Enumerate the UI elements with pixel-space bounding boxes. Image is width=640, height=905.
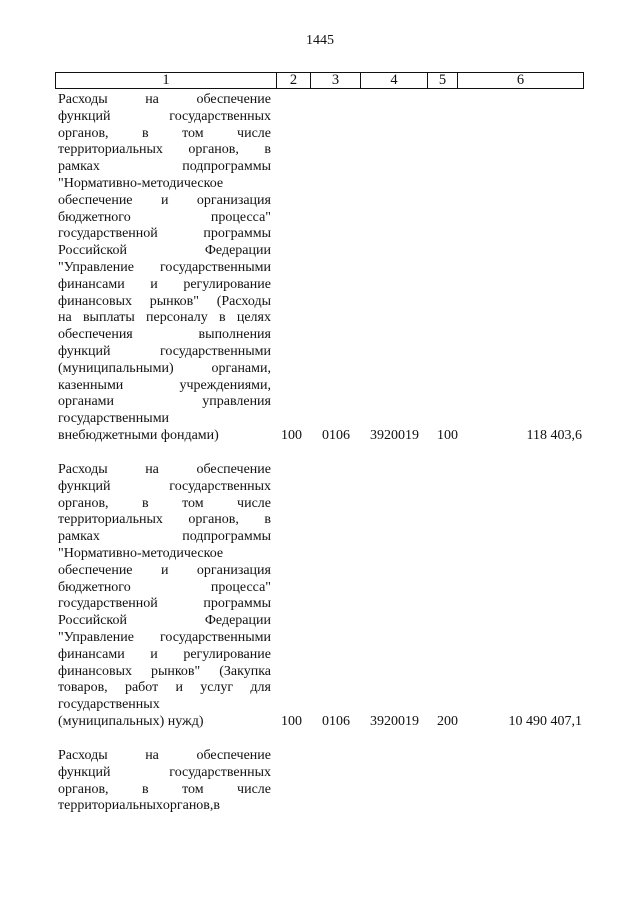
row-cell-col5: 100	[437, 428, 458, 443]
description-word: Российской	[58, 243, 127, 259]
description-word: финансами	[58, 276, 125, 292]
description-word: в	[264, 512, 271, 528]
description-word: внебюджетными фондами)	[58, 427, 219, 443]
description-word: органов,	[58, 781, 109, 797]
description-word: государственных	[169, 108, 271, 124]
description-word: функций	[58, 478, 111, 494]
description-word: финансами	[58, 646, 125, 662]
description-word: "Управление	[58, 259, 134, 275]
description-line	[58, 92, 271, 109]
description-word: в	[142, 495, 149, 511]
description-line	[58, 226, 271, 243]
row-cell-col3: 0106	[322, 714, 350, 729]
row-cell-col6: 118 403,6	[526, 428, 582, 443]
description-word: том	[182, 125, 204, 141]
description-line	[58, 580, 271, 597]
description-word: финансовых	[58, 663, 132, 679]
description-line	[58, 428, 271, 445]
description-word: выполнения	[198, 327, 271, 343]
description-word: процесса"	[210, 579, 271, 595]
description-word: органов,	[188, 512, 239, 528]
description-line	[58, 159, 271, 176]
description-word: на	[145, 748, 159, 763]
row-cell-col3: 0106	[322, 428, 350, 443]
description-word: и	[160, 192, 169, 208]
column-header-2: 2	[277, 73, 311, 88]
description-word: государственными	[159, 629, 271, 645]
row-cell-col4: 3920019	[370, 714, 419, 729]
description-word: числе	[237, 125, 271, 141]
description-line	[58, 277, 271, 294]
description-word: Федерации	[204, 613, 271, 629]
description-line	[58, 697, 271, 714]
description-line	[58, 126, 271, 143]
description-word: казенными	[58, 377, 124, 393]
column-header-6: 6	[516, 72, 525, 88]
description-word: государственных	[169, 478, 271, 494]
column-header-3: 3	[311, 73, 361, 88]
description-word: финансовых	[58, 293, 132, 309]
description-line	[58, 394, 271, 411]
description-word: территориальных	[58, 142, 163, 158]
description-word: функций	[58, 343, 111, 359]
row-cell-col2: 100	[281, 714, 302, 729]
description-word: управления	[202, 394, 271, 410]
description-word: программы	[203, 596, 271, 612]
description-line	[58, 462, 271, 479]
description-line	[58, 748, 271, 765]
description-word: в	[213, 798, 221, 814]
description-line	[58, 613, 271, 630]
description-line	[58, 664, 271, 681]
description-word: процесса"	[210, 209, 271, 225]
description-word: обеспечения	[58, 327, 133, 343]
description-word: функций	[58, 764, 111, 780]
description-line	[58, 680, 271, 697]
description-line	[58, 243, 271, 260]
description-word: Расходы	[58, 748, 108, 763]
description-word: товаров,	[58, 680, 108, 696]
row-description	[58, 92, 271, 445]
row-description	[58, 748, 271, 815]
description-line	[58, 310, 271, 327]
description-line	[58, 765, 271, 782]
row-cell-col5: 200	[437, 714, 458, 729]
description-line	[58, 563, 271, 580]
description-word: территориальных	[58, 798, 163, 814]
description-word: и	[150, 646, 158, 662]
description-word: территориальных	[58, 512, 163, 528]
description-line	[58, 596, 271, 613]
description-line	[58, 294, 271, 311]
description-word: рамках	[58, 159, 100, 175]
description-word: "Нормативно-методическое	[58, 175, 224, 191]
description-word: и	[150, 276, 158, 292]
description-word: рынков"	[150, 663, 201, 679]
description-word: государственных	[169, 764, 271, 780]
description-word: органами,	[211, 360, 271, 376]
description-word: органов,	[188, 142, 239, 158]
description-word: для	[250, 680, 271, 696]
description-word: обеспечение	[196, 462, 271, 477]
description-word: государственными	[58, 411, 170, 427]
description-line	[58, 782, 271, 799]
column-header-row	[55, 72, 584, 89]
description-word: в	[142, 125, 149, 141]
row-cell-col4: 3920019	[370, 428, 419, 443]
description-word: числе	[237, 781, 271, 797]
column-header-1: 1	[56, 73, 277, 88]
description-word: государственной	[58, 596, 158, 612]
description-word: государственными	[159, 343, 271, 359]
description-word: рамках	[58, 529, 100, 545]
description-line	[58, 210, 271, 227]
row-cell-col6: 10 490 407,1	[508, 714, 582, 729]
description-word: государственными	[159, 259, 271, 275]
description-word: Федерации	[204, 243, 271, 259]
description-line	[58, 327, 271, 344]
description-line	[58, 361, 271, 378]
description-word: подпрограммы	[182, 159, 271, 175]
description-word: регулирование	[183, 276, 271, 292]
description-word: (муниципальными)	[58, 360, 174, 376]
description-word: органов,	[162, 798, 214, 814]
description-word: Российской	[58, 613, 127, 629]
description-word: рынков"	[149, 293, 200, 309]
description-word: работ	[124, 680, 159, 696]
description-word: персоналу	[146, 310, 208, 326]
description-word: на	[145, 92, 159, 107]
description-word: бюджетного	[58, 209, 131, 225]
description-word: обеспечение	[196, 92, 271, 107]
description-line	[58, 142, 271, 159]
description-word: числе	[237, 495, 271, 511]
column-header-4: 4	[361, 73, 428, 88]
description-word: выплаты	[82, 310, 135, 326]
description-word: подпрограммы	[182, 529, 271, 545]
description-word: Расходы	[58, 92, 108, 107]
description-line	[58, 714, 271, 731]
description-word: (Расходы	[216, 293, 271, 309]
description-word: Расходы	[58, 462, 108, 477]
description-line	[58, 630, 271, 647]
description-word: государственных	[58, 697, 160, 713]
description-word: на	[145, 462, 159, 477]
description-word: "Управление	[58, 629, 134, 645]
description-line	[58, 798, 271, 815]
description-word: бюджетного	[58, 579, 131, 595]
description-word: обеспечение	[58, 192, 133, 208]
description-line	[58, 176, 271, 193]
description-word: органов,	[58, 495, 109, 511]
description-word: и	[160, 562, 169, 578]
description-line	[58, 378, 271, 395]
description-line	[58, 193, 271, 210]
page-number: 1445	[306, 33, 334, 48]
description-line	[58, 546, 271, 563]
description-word: (Закупка	[219, 663, 271, 679]
description-word: в	[142, 781, 149, 797]
description-line	[58, 529, 271, 546]
description-word: том	[182, 495, 204, 511]
description-line	[58, 109, 271, 126]
description-word: государственной	[58, 226, 158, 242]
description-line	[58, 411, 271, 428]
description-word: органами	[58, 394, 115, 410]
description-word: том	[182, 781, 204, 797]
description-word: в	[264, 142, 271, 158]
description-word: на	[58, 310, 72, 326]
description-word: целях	[236, 310, 271, 326]
description-word: регулирование	[183, 646, 271, 662]
description-word: (муниципальных) нужд)	[58, 713, 204, 729]
description-word: обеспечение	[196, 748, 271, 763]
description-word: обеспечение	[58, 562, 133, 578]
description-word: организация	[196, 562, 271, 578]
description-word: в	[219, 310, 226, 326]
description-line	[58, 344, 271, 361]
row-cell-col2: 100	[281, 428, 302, 443]
description-word: функций	[58, 108, 111, 124]
description-line	[58, 512, 271, 529]
row-description	[58, 462, 271, 731]
description-line	[58, 260, 271, 277]
description-word: услуг	[200, 680, 234, 696]
description-word: учреждениями,	[179, 377, 271, 393]
description-line	[58, 647, 271, 664]
column-header-5: 5	[428, 73, 458, 88]
description-word: программы	[203, 226, 271, 242]
description-word: органов,	[58, 125, 109, 141]
description-line	[58, 479, 271, 496]
description-word: и	[175, 680, 183, 696]
description-line	[58, 496, 271, 513]
description-word: организация	[196, 192, 271, 208]
description-word: "Нормативно-методическое	[58, 545, 224, 561]
